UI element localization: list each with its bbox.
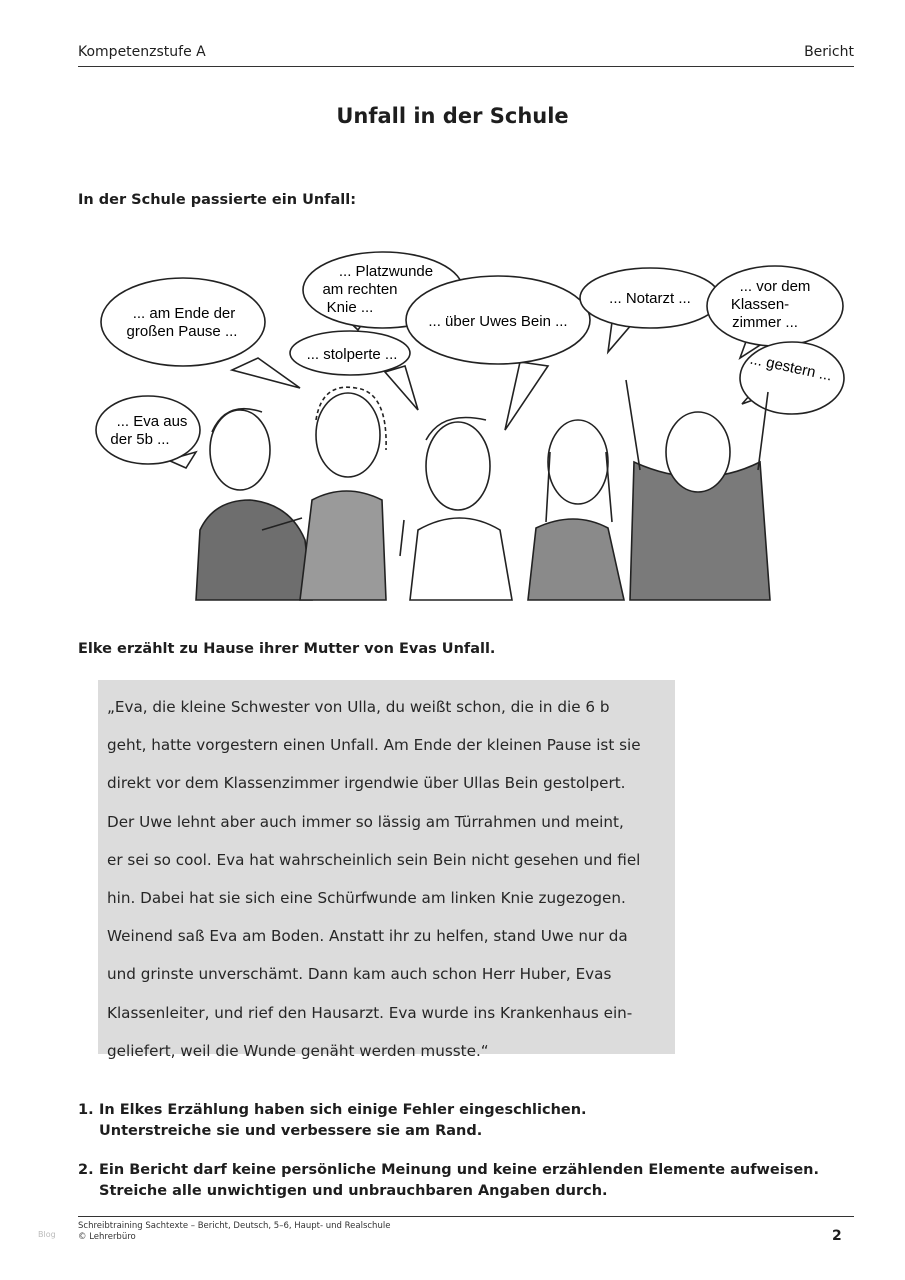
bubble-text: großen Pause ...	[126, 323, 238, 340]
quote-line: direkt vor dem Klassenzimmer irgendwie über Ullas Bein gestolpert.	[107, 774, 626, 793]
child-figure-3	[400, 418, 512, 601]
bubble-text: ... am Ende der	[132, 305, 236, 322]
speech-bubble-notarzt	[580, 268, 720, 352]
footer-copyright: © Lehrerbüro	[78, 1232, 136, 1242]
header-level: Kompetenzstufe A	[78, 44, 206, 60]
watermark-logo: Blog	[38, 1230, 56, 1239]
bubble-text: der 5b ...	[110, 431, 170, 448]
task-line: In Elkes Erzählung haben sich einige Fehler eingeschlichen.	[99, 1102, 587, 1118]
bubble-text: ... gestern ...	[748, 350, 834, 385]
child-figure-2	[300, 387, 386, 600]
bubble-text: ... Platzwunde	[338, 263, 434, 280]
child-figure-1	[196, 409, 312, 600]
footer-credits	[78, 1221, 390, 1243]
quote-line: und grinste unverschämt. Dann kam auch schon Herr Huber, Evas	[107, 965, 612, 984]
story-heading: Elke erzählt zu Hause ihrer Mutter von Evas Unfall.	[78, 641, 496, 657]
quote-line: er sei so cool. Eva hat wahrscheinlich sein Bein nicht gesehen und fiel	[107, 850, 641, 869]
page-header	[78, 44, 854, 67]
bubble-text: ... vor dem	[739, 278, 811, 295]
bubble-text: ... Notarzt ...	[609, 290, 691, 307]
task-list	[78, 1100, 858, 1220]
child-figure-5	[626, 380, 770, 600]
footer-divider	[78, 1216, 854, 1217]
speech-bubble-uwes-bein	[406, 276, 590, 430]
task-text	[99, 1160, 819, 1202]
task-line: Unterstreiche sie und verbessere sie am Rand.	[99, 1123, 483, 1139]
footer-source: Schreibtraining Sachtexte – Bericht, Deutsch, 5–6, Haupt- und Realschule	[78, 1221, 391, 1231]
bubble-text: ... über Uwes Bein ...	[428, 313, 568, 330]
page-number: 2	[832, 1228, 842, 1244]
intro-heading: In der Schule passierte ein Unfall:	[78, 192, 357, 208]
quote-line: Klassenleiter, und rief den Hausarzt. Eva wurde ins Krankenhaus ein-	[107, 1003, 633, 1022]
quote-line: Weinend saß Eva am Boden. Anstatt ihr zu helfen, stand Uwe nur da	[107, 927, 628, 946]
illustration	[90, 248, 850, 608]
bubble-text: ... Eva aus	[116, 413, 188, 430]
task-number: 1.	[78, 1102, 94, 1118]
bubble-text: ... stolperte ...	[306, 346, 398, 363]
quote-line: „Eva, die kleine Schwester von Ulla, du weißt schon, die in die 6 b	[107, 698, 610, 716]
bubble-text: Knie ...	[326, 299, 374, 316]
task-text	[99, 1100, 587, 1142]
quote-line: geliefert, weil die Wunde genäht werden musste.“	[107, 1041, 489, 1060]
quote-line: hin. Dabei hat sie sich eine Schürfwunde am linken Knie zugezogen.	[107, 889, 626, 908]
quote-line: Der Uwe lehnt aber auch immer so lässig am Türrahmen und meint,	[107, 812, 624, 831]
task-item	[78, 1160, 858, 1202]
speech-bubble-ende-pause	[101, 278, 300, 388]
child-figure-4	[528, 420, 624, 600]
task-item	[78, 1100, 858, 1142]
speech-bubble-gestern	[740, 342, 844, 414]
bubble-text: zimmer ...	[732, 314, 798, 331]
task-line: Ein Bericht darf keine persönliche Meinung und keine erzählenden Elemente aufweisen.	[99, 1162, 820, 1178]
task-line: Streiche alle unwichtigen und unbrauchbaren Angaben durch.	[99, 1183, 608, 1199]
speech-bubble-eva-5b	[96, 396, 200, 468]
header-topic: Bericht	[804, 44, 854, 60]
page-title: Unfall in der Schule	[336, 104, 569, 128]
quote-line: geht, hatte vorgestern einen Unfall. Am Ende der kleinen Pause ist sie	[107, 736, 641, 755]
quote-box	[98, 680, 675, 1060]
task-number: 2.	[78, 1162, 94, 1178]
bubble-text: am rechten	[322, 281, 398, 298]
bubble-text: Klassen-	[730, 296, 790, 313]
